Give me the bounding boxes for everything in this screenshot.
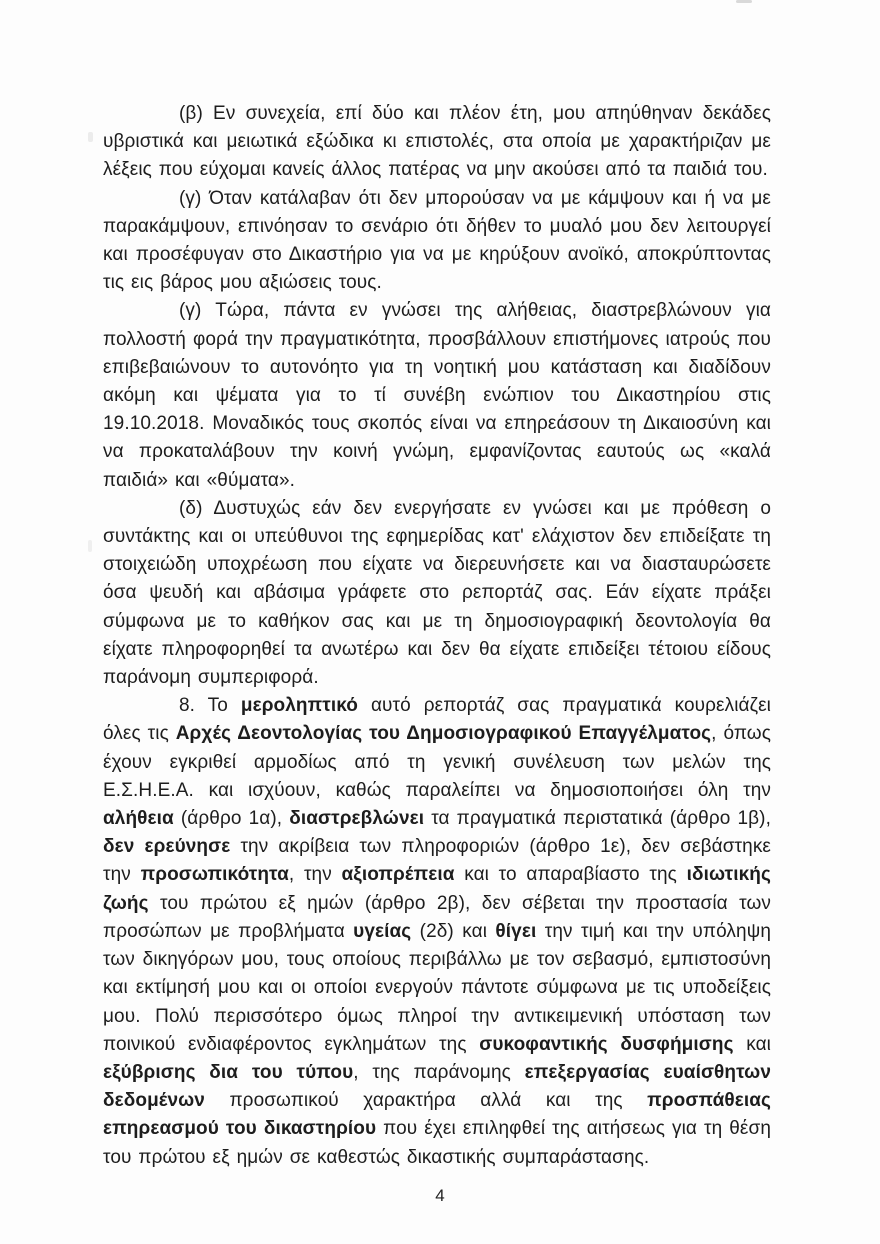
bold-text-run: διαστρεβλώνει [289, 808, 425, 830]
paragraph [103, 100, 771, 185]
text-run: (2δ) και [411, 920, 496, 942]
bold-text-run: επεξεργασίας ευαίσθητων δεδομένων [103, 1061, 771, 1112]
bold-text-run: προσπάθειας επηρεασμού του δικαστηρίου [103, 1090, 771, 1140]
paragraph [103, 185, 771, 298]
page-number: 4 [435, 1186, 445, 1205]
text-run: την ακρίβεια των πληροφοριών (άρθρο 1ε), δεν σεβάστηκε την [103, 836, 771, 886]
bold-text-run: Αρχές Δεοντολογίας του Δημοσιογραφικού Επαγγέλματος [175, 723, 712, 745]
scan-artifact [88, 132, 93, 142]
document-body [103, 100, 771, 1172]
bold-text-run: συκοφαντικής δυσφήμισης [479, 1033, 734, 1055]
bold-text-run: εξύβρισης δια του τύπου [103, 1061, 354, 1083]
bold-text-run: υγείας [353, 920, 412, 942]
text-run: και [733, 1033, 772, 1055]
text-run: (γ) Τώρα, πάντα εν γνώσει της αλήθειας, διαστρεβλώνουν για πολλοστή φορά την πραγματικότητα, προσβάλλουν επιστήμονες ιατρούς που επιβεβαιώνουν το αυτονόητο για τη νοητική μου κατάσταση και διαδίδουν ακόμη και ψέματα για το τί συνέβη ενώπιον του Δικαστηρίου στις 19.10.2018. Μοναδικός τους σκοπός είναι να επηρεάσουν τη Δικαιοσύνη και να προκαταλάβουν την κοινή γνώμη, εμφανίζοντας εαυτούς ως «καλά παιδιά» και «θύματα». [103, 300, 771, 491]
text-run: αυτό ρεπορτάζ σας πραγματικά κουρελιάζει όλες τις [103, 695, 771, 745]
text-run: την τιμή και την υπόληψη των δικηγόρων μου, τους οποίους περιβάλλω με τον σεβασμό, εμπιστοσύνη και εκτίμησή μου και οι οποίοι ενεργούν πάντοτε σύμφωνα με τις υποδείξεις μου. Πολύ περισσότερο όμως πληροί την αντικειμενική υπόσταση των ποινικού ενδιαφέροντος εγκλημάτων της [103, 920, 772, 1055]
bold-text-run: αξιοπρέπεια [341, 864, 455, 886]
text-run: που έχει επιληφθεί της αιτήσεως για τη θέση του πρώτου εξ ημών σε καθεστώς δικαστικής συμπαράστασης. [103, 1118, 771, 1168]
scan-artifact [88, 540, 92, 552]
paragraph [103, 495, 771, 692]
paragraph [103, 297, 771, 494]
text-run: του πρώτου εξ ημών (άρθρο 2β), δεν σέβεται την προστασία των προσώπων με προβλήματα [103, 892, 771, 942]
text-run: , την [288, 864, 342, 886]
bold-text-run: μεροληπτικό [240, 695, 359, 717]
text-run: , της παράνομης [353, 1061, 525, 1083]
text-run: (άρθρο 1α), [173, 808, 290, 830]
text-run: και το απαραβίαστο της [454, 864, 687, 886]
bold-text-run: προσωπικότητα [140, 864, 289, 886]
bold-text-run: θίγει [495, 920, 537, 942]
scan-artifact [736, 0, 752, 3]
text-run: , όπως έχουν εγκριθεί αρμοδίως από τη γενική συνέλευση των μελών της Ε.Σ.Η.Ε.Α. και ισχύουν, καθώς παραλείπει να δημοσιοποιήσει όλη την [103, 723, 771, 801]
text-run: προσωπικού χαρακτήρα αλλά και της [204, 1090, 648, 1112]
text-run: (β) Εν συνεχεία, επί δύο και πλέον έτη, μου απηύθηναν δεκάδες υβριστικά και μειωτικά εξώδικα κι επιστολές, στα οποία με χαρακτήριζαν με λέξεις που εύχομαι κανείς άλλος πατέρας να μην ακούσει από τα παιδιά του. [103, 103, 771, 181]
text-run: τα πραγματικά περιστατικά (άρθρο 1β), [424, 808, 771, 830]
text-run: 8. Το [179, 695, 241, 717]
bold-text-run: ιδιωτικής ζωής [103, 864, 771, 914]
bold-text-run: αλήθεια [103, 808, 174, 830]
paragraph [103, 692, 771, 1171]
bold-text-run: δεν ερεύνησε [103, 836, 231, 858]
text-run: (δ) Δυστυχώς εάν δεν ενεργήσατε εν γνώσει και με πρόθεση ο συντάκτης και οι υπεύθυνοι της εφημερίδας κατ' ελάχιστον δεν επιδείξατε τη στοιχειώδη υποχρέωση που είχατε να διερευνήσετε και να διασταυρώσετε όσα ψευδή και αβάσιμα γράφετε στο ρεπορτάζ σας. Εάν είχατε πράξει σύμφωνα με το καθήκον σας και με τη δημοσιογραφική δεοντολογία θα είχατε πληροφορηθεί τα ανωτέρω και δεν θα είχατε επιδείξει τέτοιου είδους παράνομη συμπεριφορά. [103, 497, 771, 689]
text-run: (γ) Όταν κατάλαβαν ότι δεν μπορούσαν να με κάμψουν και ή να με παρακάμψουν, επινόησαν το σενάριο ότι δήθεν το μυαλό μου δεν λειτουργεί και προσέφυγαν στο Δικαστήριο για να με κηρύξουν ανοϊκό, αποκρύπτοντας τις εις βάρος μου αξιώσεις τους. [103, 187, 771, 294]
